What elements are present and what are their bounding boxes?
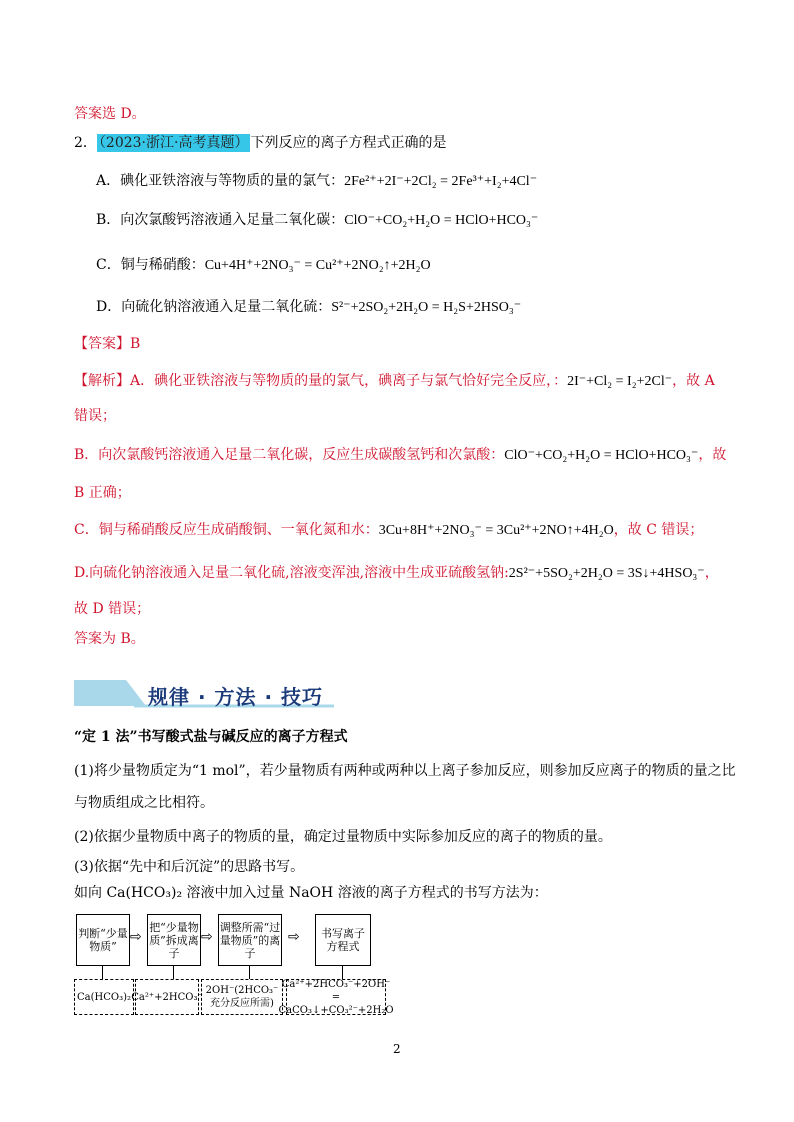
option-a-label: A．碘化亚铁溶液与等物质的量的氯气： <box>96 173 345 189</box>
analysis-b-line1 <box>74 444 726 467</box>
method-p3: (3)依据“先中和后沉淀”的思路书写。 <box>74 859 305 875</box>
method-subtitle: “定 1 法”书写酸式盐与碱反应的离子方程式 <box>74 729 348 745</box>
answer-tag: 【答案】 <box>74 336 130 352</box>
option-c-formula: Cu+4H⁺+2NO₃⁻ = Cu²⁺+2NO₂↑+2H₂O <box>204 258 431 273</box>
flow-arrow-3: ⇨ <box>288 929 300 945</box>
option-d <box>96 296 521 319</box>
analysis-tag: 【解析】 <box>74 373 130 389</box>
option-d-label: D．向硫化钠溶液通入足量二氧化硫： <box>96 299 332 315</box>
question-stem: 下列反应的离子方程式正确的是 <box>250 135 447 151</box>
method-p2: (2)依据少量物质中离子的物质的量，确定过量物质中实际参加反应的离子的物质的量。 <box>74 829 612 845</box>
analysis-a-line1 <box>74 370 715 393</box>
page-number: 2 <box>393 1042 401 1056</box>
flow-result-2: Ca²⁺+2HCO₃⁻ <box>135 979 199 1015</box>
method-p1-line2: 与物质组成之比相符。 <box>74 795 214 811</box>
analysis-d-formula: 2S²⁻+5SO₂+2H₂O = 3S↓+4HSO₃⁻ <box>508 566 705 581</box>
option-c-label: C．铜与稀硝酸： <box>96 257 205 273</box>
top-answer: 答案选 D。 <box>74 106 146 122</box>
flow-result-4: Ca²⁺+2HCO₃⁻+2OH⁻ = CaCO₃↓+CO₃²⁻+2H₂O <box>278 978 394 1016</box>
flow-arrow-1: ⇨ <box>130 929 142 945</box>
option-d-formula: S²⁻+2SO₂+2H₂O = H₂S+2HSO₃⁻ <box>331 300 522 315</box>
flow-step-4: 书写离子方程式 <box>315 914 371 966</box>
answer-value: B <box>130 336 141 352</box>
analysis-d-line2: 故 D 错误； <box>74 601 151 617</box>
analysis-d-text: D.向硫化钠溶液通入足量二氧化硫,溶液变浑浊,溶液中生成亚硫酸氢钠: <box>74 565 509 581</box>
analysis-a-formula: 2I⁻+Cl₂ = I₂+2Cl⁻ <box>567 374 673 389</box>
analysis-b-text: B．向次氯酸钙溶液通入足量二氧化碳，反应生成碳酸氢钙和次氯酸： <box>74 447 505 463</box>
flow-result-3: 2OH⁻(2HCO₃⁻充分反应所需) <box>201 979 283 1015</box>
flow-connector-1 <box>102 965 103 979</box>
method-p1-line1: (1)将少量物质定为“1 mol”，若少量物质有两种或两种以上离子参加反应，则参加反应离子的物质的量之比 <box>74 763 736 779</box>
analysis-c-line <box>74 519 703 542</box>
analysis-b-tail: ，故 <box>698 447 727 463</box>
question-line <box>74 132 446 154</box>
analysis-b-formula: ClO⁻+CO₂+H₂O = HClO+HCO₃⁻ <box>504 448 699 463</box>
analysis-conclusion: 答案为 B。 <box>74 631 145 647</box>
source-tag: （2023·浙江·高考真题） <box>98 135 249 151</box>
analysis-a-text: A．碘化亚铁溶液与等物质的量的氯气，碘离子与氯气恰好完全反应，： <box>130 373 568 389</box>
question-number: 2． <box>74 135 97 151</box>
option-b-label: B．向次氯酸钙溶液通入足量二氧化碳： <box>96 212 345 228</box>
flow-connector-3 <box>249 965 250 979</box>
option-c <box>96 254 431 277</box>
flow-step-3: 调整所需“过量物质”的离子 <box>218 914 282 966</box>
option-a <box>96 170 537 193</box>
flow-step-2: 把“少量物质”拆成离子 <box>147 914 201 966</box>
flow-step-1: 判断“少量物质” <box>76 914 130 966</box>
flow-result-1: Ca(HCO₃)₂ <box>74 979 134 1015</box>
analysis-c-text: C．铜与稀硝酸反应生成硝酸铜、一氧化氮和水： <box>74 522 379 538</box>
option-a-formula: 2Fe²⁺+2I⁻+2Cl₂ = 2Fe³⁺+I₂+4Cl⁻ <box>344 174 538 189</box>
answer-line <box>74 333 140 355</box>
analysis-c-formula: 3Cu+8H⁺+2NO₃⁻ = 3Cu²⁺+2NO↑+4H₂O <box>378 523 614 538</box>
option-b-formula: ClO⁻+CO₂+H₂O = HClO+HCO₃⁻ <box>344 213 539 228</box>
analysis-d-line1 <box>74 562 719 585</box>
flow-connector-2 <box>173 965 174 979</box>
analysis-b-line2: B 正确； <box>74 485 131 501</box>
analysis-d-tail: ， <box>704 565 719 581</box>
flow-arrow-2: ⇨ <box>201 929 213 945</box>
method-p4: 如向 Ca(HCO₃)₂ 溶液中加入过量 NaOH 溶液的离子方程式的书写方法为： <box>74 885 548 901</box>
analysis-a-line2: 错误； <box>74 408 116 424</box>
analysis-a-tail: ，故 A <box>672 373 715 389</box>
option-b <box>96 209 538 232</box>
analysis-c-tail: ，故 C 错误； <box>613 522 704 538</box>
section-title: 规律 · 方法 · 技巧 <box>148 685 324 709</box>
